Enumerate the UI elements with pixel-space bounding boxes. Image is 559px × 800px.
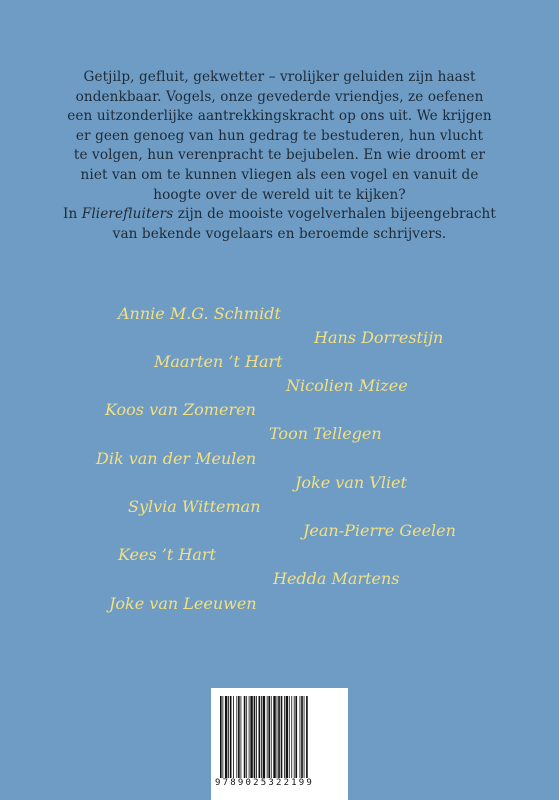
blurb-line: van bekende vogelaars en beroemde schrijvers.	[112, 225, 447, 242]
author-name: Hedda Martens	[273, 569, 400, 588]
blurb-line: ondenkbaar. Vogels, onze gevederde vriendjes, ze oefenen	[75, 88, 484, 105]
blurb-line: er geen genoeg van hun gedrag te bestuderen, hun vlucht	[75, 127, 484, 144]
author-name: Jean-Pierre Geelen	[303, 521, 456, 540]
barcode-icon	[219, 696, 339, 778]
blurb-line-book-title	[48, 205, 511, 225]
author-name: Koos van Zomeren	[105, 400, 256, 419]
author-name: Hans Dorrestijn	[314, 328, 444, 347]
author-name: Nicolien Mizee	[286, 376, 408, 395]
isbn-digits: 9789025322199	[215, 778, 315, 788]
blurb-line: niet van om te kunnen vliegen als een vogel en vanuit de	[80, 166, 479, 183]
book-title: Flierefluiters	[81, 206, 174, 223]
author-name: Kees ’t Hart	[118, 545, 216, 564]
author-name: Toon Tellegen	[269, 424, 382, 443]
blurb-line: te volgen, hun verenpracht te bejubelen. En wie droomt er	[73, 147, 486, 164]
author-name: Joke van Leeuwen	[109, 594, 257, 613]
blurb-line: Getjilp, gefluit, gekwetter – vrolijker geluiden zijn haast	[83, 69, 476, 85]
author-name: Dik van der Meulen	[96, 449, 257, 468]
author-name: Annie M.G. Schmidt	[118, 304, 281, 323]
author-name: Sylvia Witteman	[128, 497, 261, 516]
blurb-text	[48, 68, 511, 244]
blurb-line: hoogte over de wereld uit te kijken?	[153, 186, 406, 203]
blurb-line: een uitzonderlijke aantrekkingskracht op ons uit. We krijgen	[67, 108, 492, 125]
barcode-panel	[211, 688, 348, 800]
blurb-suffix: zijn de mooiste vogelverhalen bijeengebracht	[173, 206, 496, 223]
author-name: Joke van Vliet	[295, 473, 407, 492]
blurb-prefix: In	[63, 206, 82, 223]
author-name: Maarten ’t Hart	[154, 352, 283, 371]
